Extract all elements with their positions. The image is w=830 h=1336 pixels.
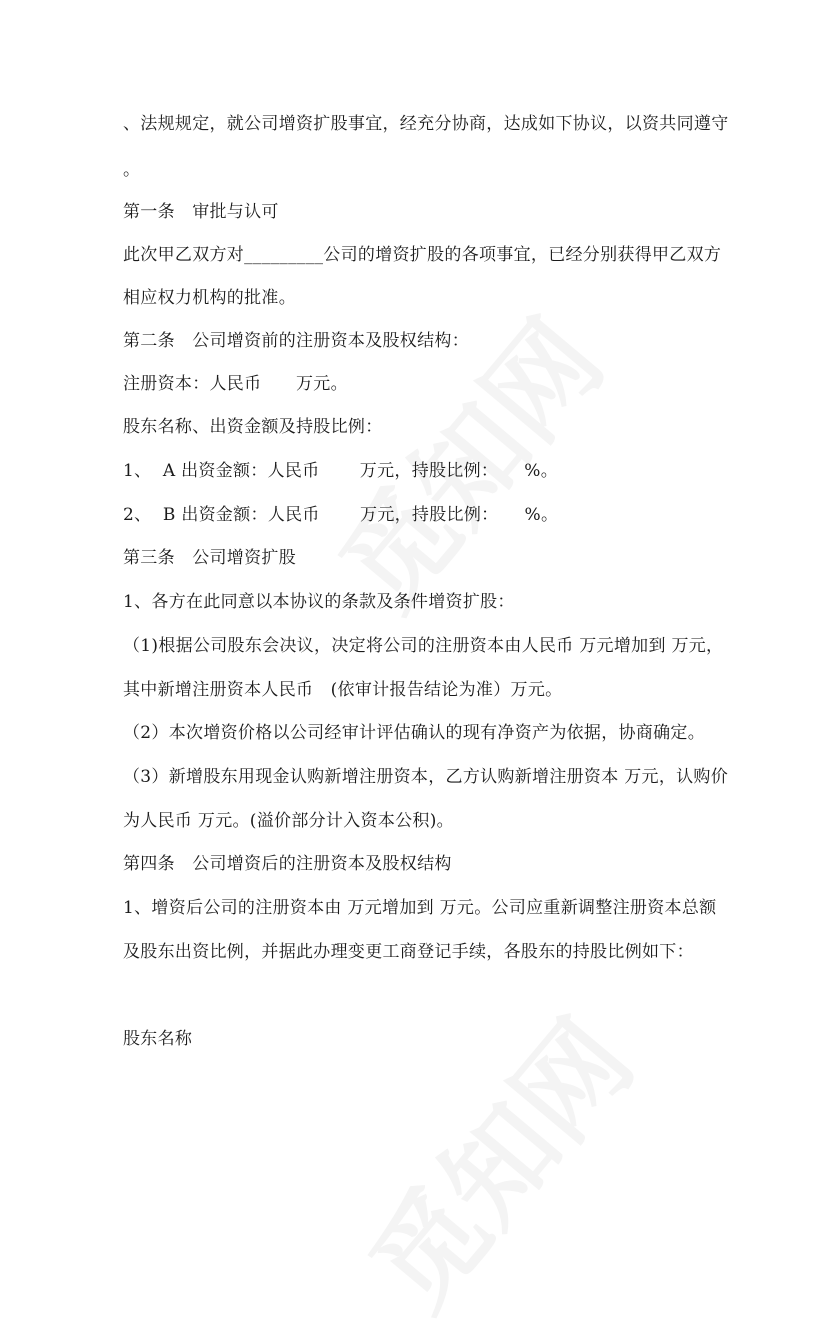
paragraph-line: 股东名称、出资金额及持股比例： [123,417,383,437]
article-heading: 第四条 公司增资后的注册资本及股权结构 [123,854,452,874]
paragraph-line: 为人民币 万元。(溢价部分计入资本公积)。 [123,811,454,831]
paragraph-line: 1、增资后公司的注册资本由 万元增加到 万元。公司应重新调整注册资本总额 [123,898,717,918]
paragraph-line: （1)根据公司股东会决议，决定将公司的注册资本由人民币 万元增加到 万元， [123,636,724,656]
paragraph-line: 相应权力机构的批准。 [123,288,296,308]
article-heading: 第二条 公司增资前的注册资本及股权结构： [123,331,469,351]
paragraph-line: 及股东出资比例，并据此办理变更工商登记手续，各股东的持股比例如下： [123,942,694,962]
paragraph-line: （3）新增股东用现金认购新增注册资本，乙方认购新增注册资本 万元，认购价 [123,767,729,787]
article-heading: 第一条 审批与认可 [123,202,279,222]
paragraph-line: （2）本次增资价格以公司经审计评估确认的现有净资产为依据，协商确定。 [123,723,706,743]
paragraph-line: 注册资本：人民币 万元。 [123,374,348,394]
table-header-label: 股东名称 [123,1029,193,1049]
paragraph-line: 2、 B 出资金额：人民币 万元，持股比例： %。 [123,505,559,525]
paragraph-line: 、法规规定，就公司增资扩股事宜，经充分协商，达成如下协议，以资共同遵守 [123,114,729,134]
article-heading: 第三条 公司增资扩股 [123,548,296,568]
watermark [328,982,661,1336]
paragraph-line: 。 [123,160,141,180]
paragraph-line: 其中新增注册资本人民币 (依审计报告结论为准）万元。 [123,680,563,700]
paragraph-line: 此次甲乙双方对_________公司的增资扩股的各项事宜，已经分别获得甲乙双方 [123,245,722,265]
paragraph-line: 1、 A 出资金额：人民币 万元，持股比例： %。 [123,461,559,481]
paragraph-line: 1、各方在此同意以本协议的条款及条件增资扩股： [123,592,515,612]
